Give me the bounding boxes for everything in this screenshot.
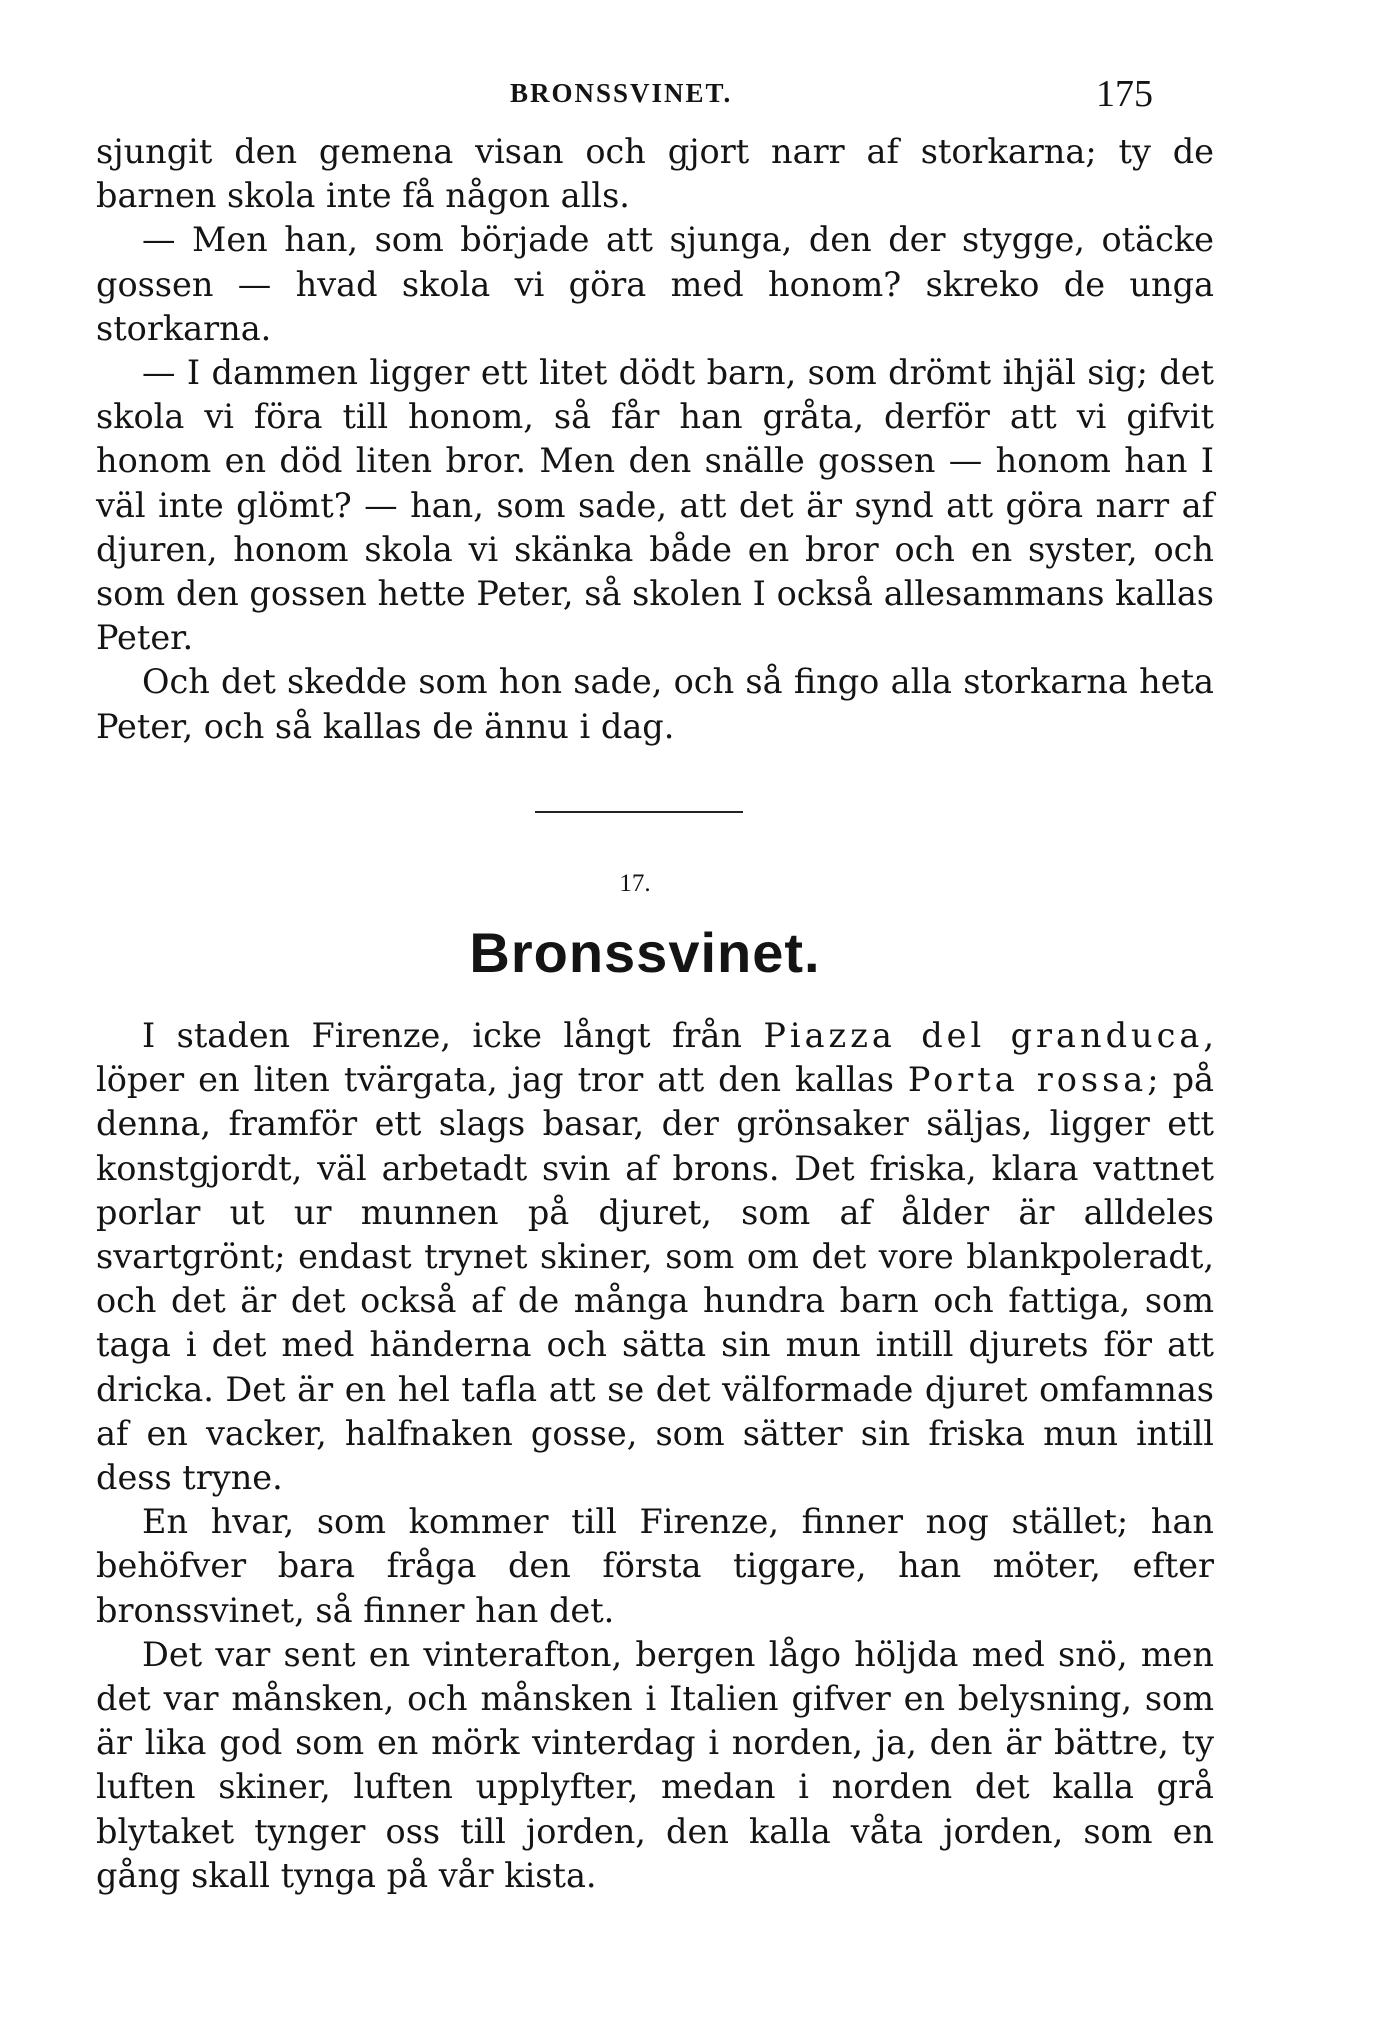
section-divider — [535, 811, 743, 813]
text-run: ; på denna, framför ett slags basar, der grönsaker säljas, ligger ett konstgjordt, väl arbetadt svin af brons. Det friska, klara vattnet porlar ut ur munnen på djuret, som af ålder är alldeles svartgrönt; endast trynet skiner, som om det vore blankpoleradt, och det är det också af de många hundra barn och fattiga, som taga i det med händerna och sätta sin mun intill djurets för att dricka. Det är en hel tafla att se det välformade djuret omfamnas af en vacker, halfnaken gosse, som sätter sin friska mun intill dess tryne. — [96, 1060, 1214, 1498]
text-run: , löper en liten tvärgata, jag tror att den kallas — [96, 1016, 1215, 1100]
paragraph: En hvar, som kommer till Firenze, finner nog stället; han behöfver bara fråga den första tiggare, han möter, efter bronssvinet, så finner han det. — [96, 1502, 1214, 1630]
spaced-place-name: Piazza del granduca — [763, 1016, 1204, 1055]
text-run: I staden Firenze, icke långt från — [142, 1016, 764, 1055]
paragraph: — Men han, som började att sjunga, den der stygge, otäcke gossen — hvad skola vi göra med honom? skreko de unga storkarna. — [96, 220, 1214, 348]
chapter-title: Bronssvinet. — [469, 921, 821, 984]
page-number: 175 — [1096, 73, 1153, 115]
chapter-text — [96, 1014, 1214, 1898]
paragraph: Och det skedde som hon sade, och så fingo alla storkarna heta Peter, och så kallas de ännu i dag. — [96, 662, 1214, 746]
spaced-place-name: Porta rossa — [907, 1060, 1148, 1100]
previous-story-ending — [96, 130, 1214, 749]
paragraph: Det var sent en vinterafton, bergen lågo höljda med snö, men det var månsken, och månsken i Italien gifver en belysning, som är lika god som en mörk vinterdag i norden, ja, den är bättre, ty luften skiner, luften upplyfter, medan i norden det kalla grå blytaket tynger oss till jorden, den kalla våta jorden, som en gång skall tynga på vår kista. — [96, 1634, 1214, 1895]
running-head: BRONSSVINET. — [510, 78, 733, 108]
chapter-number: 17. — [619, 870, 651, 897]
paragraph: sjungit den gemena visan och gjort narr af storkarna; ty de barnen skola inte få någon alls. — [96, 132, 1214, 216]
paragraph: — I dammen ligger ett litet dödt barn, som drömt ihjäl sig; det skola vi föra till honom, så får han gråta, derför att vi gifvit honom en död liten bror. Men den snälle gossen — honom han I väl inte glömt? — han, som sade, att det är synd att göra narr af djuren, honom skola vi skänka både en bror och en syster, och som den gossen hette Peter, så skolen I också allesammans kallas Peter. — [96, 353, 1214, 658]
paragraph — [96, 1014, 1214, 1500]
